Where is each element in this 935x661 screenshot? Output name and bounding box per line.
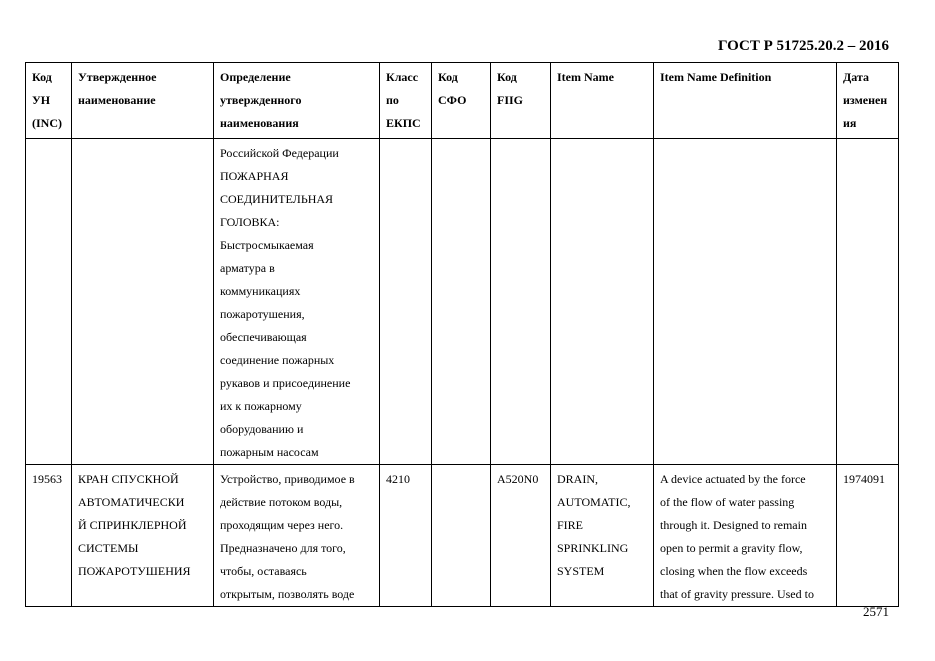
cell-text-line: 4210 <box>386 472 410 486</box>
cell-text-line: АВТОМАТИЧЕСКИ <box>78 495 185 509</box>
cell-text-line: СОЕДИНИТЕЛЬНАЯ <box>220 192 334 206</box>
page-number: 2571 <box>863 604 889 619</box>
cell-text-line: A device actuated by the force <box>660 472 806 486</box>
cell-text-line: open to permit a gravity flow, <box>660 541 803 555</box>
cell-definition <box>214 139 380 465</box>
col-header-class <box>380 63 432 139</box>
cell-text-line: рукавов и присоединение <box>220 376 351 390</box>
col-header-fiig <box>491 63 551 139</box>
cell-text-line: 19563 <box>32 472 62 486</box>
cell-text-line: открытым, позволять воде <box>220 587 355 601</box>
cell-class <box>380 465 432 607</box>
cell-text-line: изменен <box>843 93 888 107</box>
cell-text-line: пожаротушения, <box>220 307 305 321</box>
cell-text-line: Устройство, приводимое в <box>220 472 355 486</box>
cell-date <box>837 139 899 465</box>
cell-text-line: (INC) <box>32 116 62 130</box>
cell-text-line: обеспечивающая <box>220 330 307 344</box>
col-header-name <box>72 63 214 139</box>
col-header-item-name <box>551 63 654 139</box>
cell-text-line: that of gravity pressure. Used to <box>660 587 814 601</box>
cell-date <box>837 465 899 607</box>
cell-text-line: УН <box>32 93 51 107</box>
col-header-sfo <box>432 63 491 139</box>
cell-text-line: КРАН СПУСКНОЙ <box>78 472 179 486</box>
cell-text-line: 1974091 <box>843 472 885 486</box>
cell-text-line: FIRE <box>557 518 584 532</box>
cell-text-line: A520N0 <box>497 472 539 486</box>
cell-text-line: ПОЖАРНАЯ <box>220 169 289 183</box>
cell-text-line: Код <box>32 70 52 84</box>
table-header-row <box>26 63 899 139</box>
cell-text-line: ПОЖАРОТУШЕНИЯ <box>78 564 191 578</box>
cell-text-line: AUTOMATIC, <box>557 495 631 509</box>
cell-text-line: оборудованию и <box>220 422 304 436</box>
cell-text-line: Й СПРИНКЛЕРНОЙ <box>78 518 187 532</box>
cell-text-line: арматура в <box>220 261 275 275</box>
cell-text-line: ия <box>843 116 857 130</box>
cell-text-line: SYSTEM <box>557 564 605 578</box>
col-header-item-def <box>654 63 837 139</box>
cell-inc <box>26 465 72 607</box>
cell-text-line: Российской Федерации <box>220 146 339 160</box>
cell-text-line: DRAIN, <box>557 472 598 486</box>
cell-text-line: их к пожарному <box>220 399 302 413</box>
document-header: ГОСТ Р 51725.20.2 – 2016 <box>717 38 889 54</box>
cell-class <box>380 139 432 465</box>
col-header-definition <box>214 63 380 139</box>
cell-text-line: FIIG <box>497 93 524 107</box>
cell-text-line: СИСТЕМЫ <box>78 541 139 555</box>
table-row <box>26 465 899 607</box>
cell-fiig <box>491 465 551 607</box>
cell-item-name <box>551 139 654 465</box>
cell-text-line: Утвержденное <box>78 70 157 84</box>
data-table <box>25 62 899 607</box>
cell-fiig <box>491 139 551 465</box>
cell-text-line: по <box>386 93 399 107</box>
cell-text-line: утвержденного <box>220 93 302 107</box>
cell-text-line: Определение <box>220 70 291 84</box>
cell-text-line: проходящим через него. <box>220 518 344 532</box>
cell-text-line: Код <box>438 70 458 84</box>
cell-text-line: closing when the flow exceeds <box>660 564 808 578</box>
cell-text-line: of the flow of water passing <box>660 495 795 509</box>
cell-text-line: Дата <box>843 70 869 84</box>
cell-text-line: SPRINKLING <box>557 541 629 555</box>
cell-text-line: Класс <box>386 70 419 84</box>
cell-name <box>72 465 214 607</box>
cell-text-line: наименования <box>220 116 299 130</box>
cell-text-line: СФО <box>438 93 467 107</box>
cell-name <box>72 139 214 465</box>
cell-text-line: Быстросмыкаемая <box>220 238 314 252</box>
cell-sfo <box>432 465 491 607</box>
cell-text-line: Item Name <box>557 70 614 84</box>
cell-text-line: ГОЛОВКА: <box>220 215 280 229</box>
cell-text-line: наименование <box>78 93 156 107</box>
cell-item-def <box>654 139 837 465</box>
cell-text-line: Item Name Definition <box>660 70 772 84</box>
cell-text-line: through it. Designed to remain <box>660 518 807 532</box>
table-row <box>26 139 899 465</box>
cell-text-line: действие потоком воды, <box>220 495 343 509</box>
col-header-inc <box>26 63 72 139</box>
cell-text-line: ЕКПС <box>386 116 421 130</box>
cell-text-line: Код <box>497 70 517 84</box>
cell-item-name <box>551 465 654 607</box>
cell-text-line: соединение пожарных <box>220 353 335 367</box>
cell-text-line: пожарным насосам <box>220 445 319 459</box>
col-header-date <box>837 63 899 139</box>
cell-text-line: чтобы, оставаясь <box>220 564 307 578</box>
cell-text-line: Предназначено для того, <box>220 541 346 555</box>
cell-text-line: коммуникациях <box>220 284 301 298</box>
cell-item-def <box>654 465 837 607</box>
cell-inc <box>26 139 72 465</box>
cell-sfo <box>432 139 491 465</box>
cell-definition <box>214 465 380 607</box>
